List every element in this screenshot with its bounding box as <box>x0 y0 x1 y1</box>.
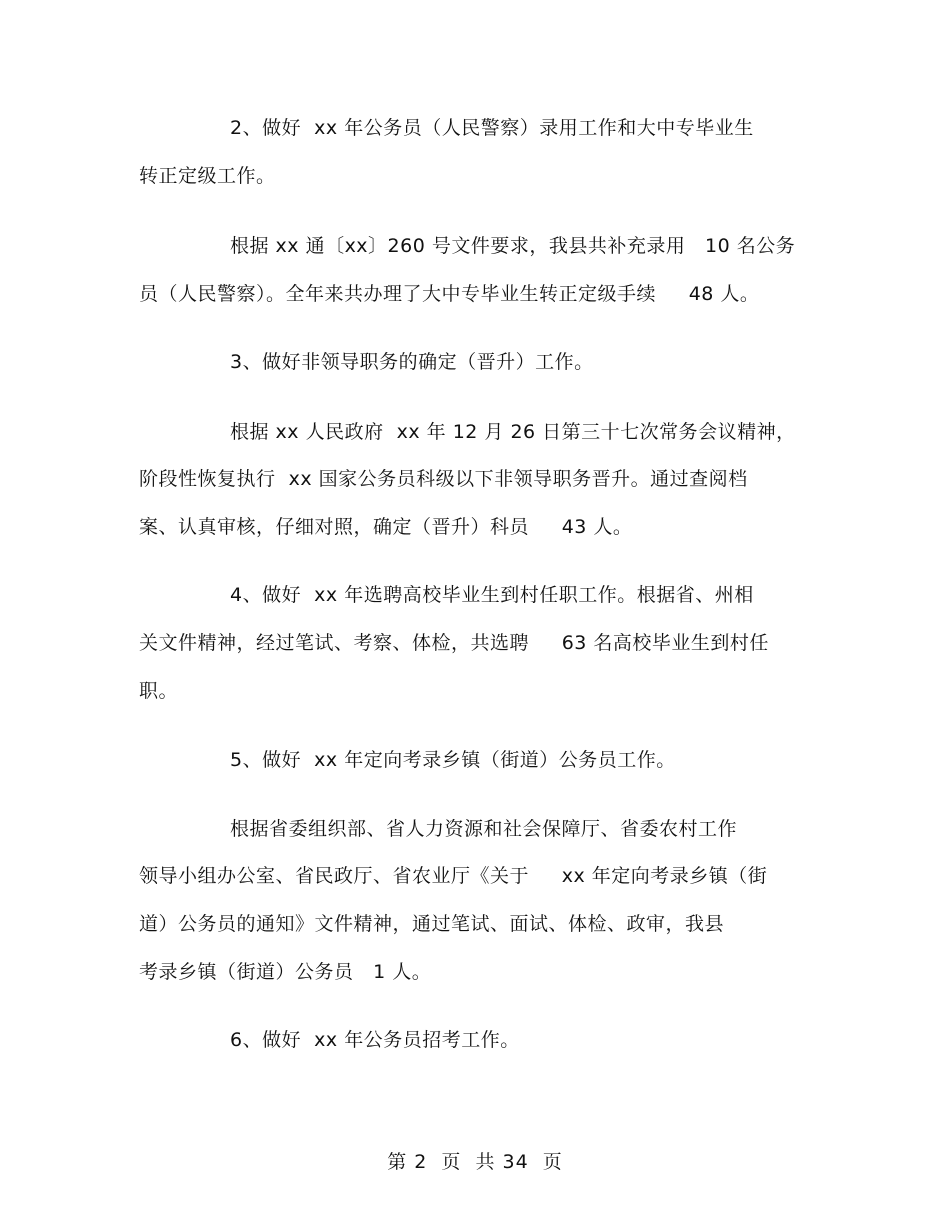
heading-item-5: 5、做好 xx 年定向考录乡镇（街道）公务员工作。 <box>230 749 676 771</box>
heading-item-3: 3、做好非领导职务的确定（晋升）工作。 <box>230 351 594 373</box>
paragraph-line: 根据省委组织部、省人力资源和社会保障厅、省委农村工作 <box>230 818 738 840</box>
paragraph-line: 职。 <box>139 680 179 702</box>
heading-item-4: 4、做好 xx 年选聘高校毕业生到村任职工作。根据省、州相 <box>230 584 754 606</box>
text-line: 转正定级工作。 <box>139 165 276 187</box>
heading-item-6: 6、做好 xx 年公务员招考工作。 <box>230 1029 520 1051</box>
paragraph-line: 案、认真审核，仔细对照，确定（晋升）科员 43 人。 <box>139 516 633 538</box>
paragraph-line: 考录乡镇（街道）公务员 1 人。 <box>139 961 432 983</box>
page-footer: 第 2 页 共 34 页 <box>387 1151 563 1173</box>
paragraph-line: 道）公务员的通知》文件精神，通过笔试、面试、体检、政审，我县 <box>139 913 725 935</box>
heading-item-2: 2、做好 xx 年公务员（人民警察）录用工作和大中专毕业生 <box>230 117 754 139</box>
paragraph-line: 根据 xx 人民政府 xx 年 12 月 26 日第三十七次常务会议精神， <box>230 421 796 443</box>
paragraph-line: 阶段性恢复执行 xx 国家公务员科级以下非领导职务晋升。通过查阅档 <box>139 468 748 490</box>
paragraph-line: 领导小组办公室、省民政厅、省农业厅《关于 xx 年定向考录乡镇（街 <box>139 865 768 887</box>
paragraph-line: 员（人民警察）。全年来共办理了大中专毕业生转正定级手续 48 人。 <box>139 283 760 305</box>
paragraph-line: 关文件精神，经过笔试、考察、体检，共选聘 63 名高校毕业生到村任 <box>139 632 769 654</box>
paragraph-line: 根据 xx 通〔xx〕260 号文件要求，我县共补充录用 10 名公务 <box>230 235 796 257</box>
